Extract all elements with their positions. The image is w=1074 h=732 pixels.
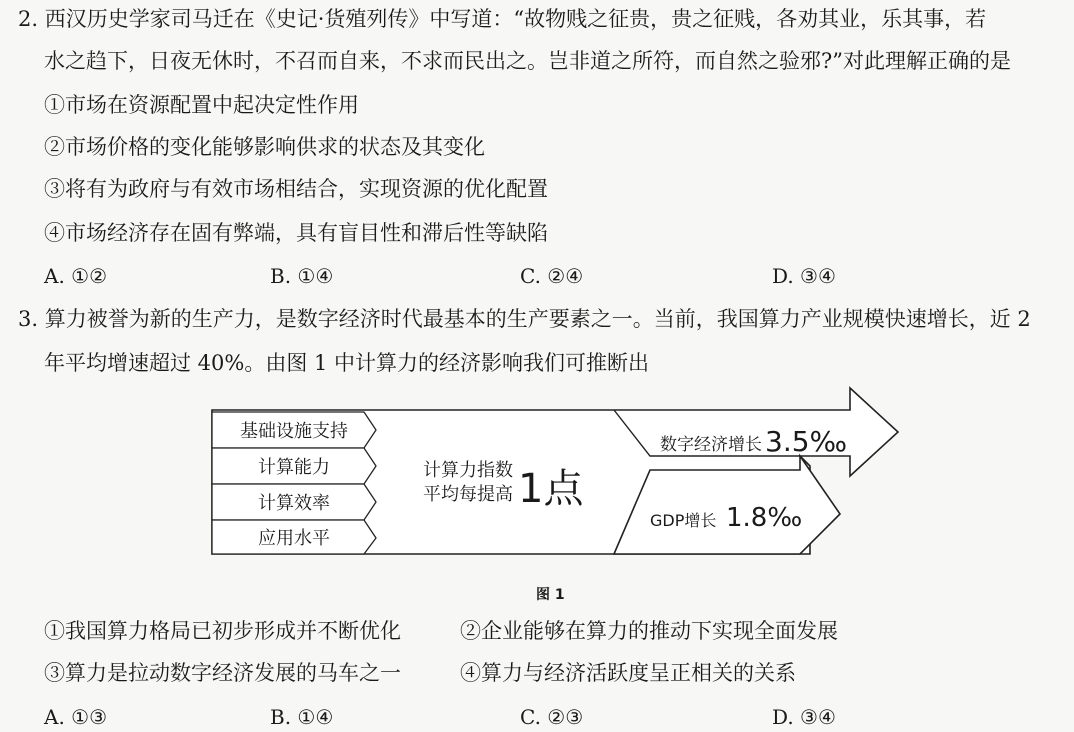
figure-caption: 图 1 — [536, 587, 565, 603]
q2-option-d[interactable]: D. ③④ — [772, 264, 836, 288]
q2-option-b[interactable]: B. ①④ — [270, 264, 334, 288]
q2-option-c[interactable]: C. ②④ — [520, 264, 584, 288]
q3-option-b[interactable]: B. ①④ — [270, 705, 334, 729]
factor-infrastructure: 基础设施支持 — [240, 421, 348, 442]
arrow-bottom-label: GDP增长 — [650, 511, 717, 530]
arrow-top-label: 数字经济增长 — [660, 435, 762, 455]
q2-stem-line-2: 水之趋下，日夜无休时，不召而自来，不求而民出之。岂非道之所符，而自然之验邪?”对此理解正确的是 — [44, 49, 1011, 73]
q3-item-2: ②企业能够在算力的推动下实现全面发展 — [460, 619, 838, 643]
q3-stem-line-2: 年平均增速超过 40%。由图 1 中计算力的经济影响我们可推断出 — [44, 351, 650, 375]
arrow-bottom-value: 1.8‰ — [726, 503, 803, 533]
q3-option-a[interactable]: A. ①③ — [44, 705, 108, 729]
q2-stem-line-1: 2. 西汉历史学家司马迁在《史记·货殖列传》中写道：“故物贱之征贵，贵之征贱，各劝其业，乐其事，若 — [18, 7, 987, 31]
q2-item-1: ①市场在资源配置中起决定性作用 — [44, 93, 359, 117]
q2-option-a[interactable]: A. ①② — [44, 264, 108, 288]
q3-option-d[interactable]: D. ③④ — [772, 705, 836, 729]
arrow-top-value: 3.5‰ — [765, 425, 848, 458]
factor-computing-power: 计算能力 — [258, 457, 330, 478]
center-text-line-1: 计算力指数 — [423, 460, 513, 481]
q2-item-4: ④市场经济存在固有弊端，具有盲目性和滞后性等缺陷 — [44, 221, 548, 245]
q3-item-3: ③算力是拉动数字经济发展的马车之一 — [44, 661, 401, 685]
figure-1-diagram — [210, 386, 900, 574]
factor-application-level: 应用水平 — [258, 528, 330, 549]
q2-item-2: ②市场价格的变化能够影响供求的状态及其变化 — [44, 135, 485, 159]
q3-option-c[interactable]: C. ②③ — [520, 705, 584, 729]
q2-item-3: ③将有为政府与有效市场相结合，实现资源的优化配置 — [44, 177, 548, 201]
center-text-line-2: 平均每提高 — [423, 484, 513, 505]
factor-computing-efficiency: 计算效率 — [258, 493, 330, 514]
center-big-value: 1点 — [518, 466, 584, 512]
q3-item-4: ④算力与经济活跃度呈正相关的关系 — [460, 661, 796, 685]
q3-stem-line-1: 3. 算力被誉为新的生产力，是数字经济时代最基本的生产要素之一。当前，我国算力产业规模快速增长，近 2 — [18, 307, 1031, 331]
q3-item-1: ①我国算力格局已初步形成并不断优化 — [44, 619, 401, 643]
